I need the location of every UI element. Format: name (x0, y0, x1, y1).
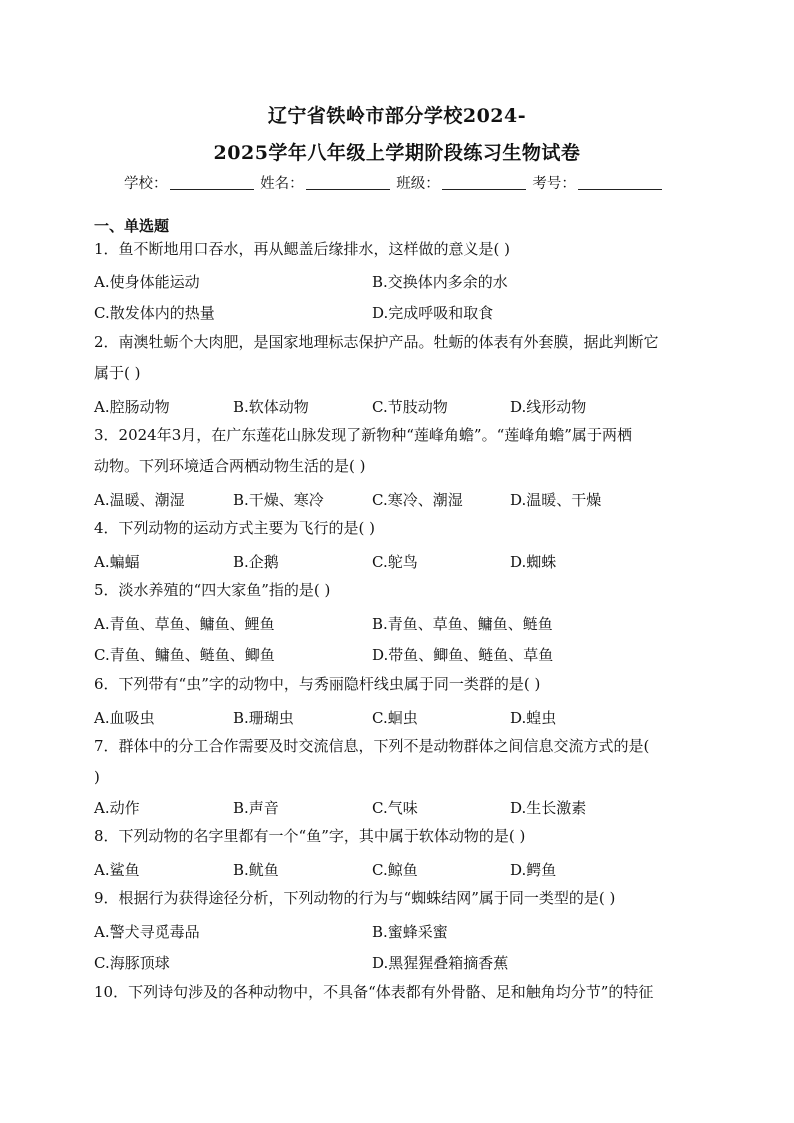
question-9-option-d: D.黑猩猩叠箱摘香蕉 (372, 954, 509, 972)
question-9-stem: 9．根据行为获得途径分析，下列动物的行为与“蜘蛛结网”属于同一类型的是( ) (94, 889, 616, 907)
question-4-option-d: D.蜘蛛 (510, 553, 557, 571)
question-2-option-b: B.软体动物 (233, 398, 309, 416)
question-7-option-b: B.声音 (233, 799, 279, 817)
question-2-stem-line2: 属于( ) (94, 364, 141, 382)
question-7-stem-line1: 7．群体中的分工合作需要及时交流信息，下列不是动物群体之间信息交流方式的是( (94, 737, 650, 755)
question-4-option-a: A.蝙蝠 (94, 553, 140, 571)
question-8-option-d: D.鳄鱼 (510, 861, 557, 879)
question-5-option-b: B.青鱼、草鱼、鳙鱼、鲢鱼 (372, 615, 553, 633)
question-5-option-c: C.青鱼、鳙鱼、鲢鱼、鲫鱼 (94, 646, 275, 664)
school-label: 学校： (124, 176, 168, 192)
question-10-stem: 10．下列诗句涉及的各种动物中，不具备“体表都有外骨骼、足和触角均分节”的特征 (94, 983, 654, 1001)
question-1-option-d: D.完成呼吸和取食 (372, 304, 494, 322)
question-5-option-a: A.青鱼、草鱼、鳙鱼、鲤鱼 (94, 615, 275, 633)
question-3-option-c: C.寒冷、潮湿 (372, 491, 463, 509)
question-8-stem: 8．下列动物的名字里都有一个“鱼”字，其中属于软体动物的是( ) (94, 827, 526, 845)
question-3-stem-line2: 动物。下列环境适合两栖动物生活的是( ) (94, 457, 366, 475)
question-9-option-a: A.警犬寻觅毒品 (94, 923, 200, 941)
question-6-option-c: C.蛔虫 (372, 709, 418, 727)
question-3-option-d: D.温暖、干燥 (510, 491, 602, 509)
name-blank (306, 175, 390, 190)
question-1-option-b: B.交换体内多余的水 (372, 273, 508, 291)
question-4-option-b: B.企鹅 (233, 553, 279, 571)
question-3-option-b: B.干燥、寒冷 (233, 491, 324, 509)
exam-title-line1: 辽宁省铁岭市部分学校2024- (267, 105, 527, 127)
question-1-option-a: A.使身体能运动 (94, 273, 200, 291)
question-7-option-c: C.气味 (372, 799, 418, 817)
class-label: 班级： (396, 176, 440, 192)
exam-number-blank (578, 175, 662, 190)
question-4-option-c: C.鸵鸟 (372, 553, 418, 571)
section-title: 一、单选题 (94, 217, 170, 235)
question-7-stem-line2: ) (94, 768, 100, 786)
question-1-option-c: C.散发体内的热量 (94, 304, 215, 322)
question-9-option-b: B.蜜蜂采蜜 (372, 923, 448, 941)
question-8-option-a: A.鲨鱼 (94, 861, 140, 879)
exam-title-line2: 2025学年八年级上学期阶段练习生物试卷 (213, 142, 581, 164)
question-1-stem: 1．鱼不断地用口吞水，再从鳃盖后缘排水，这样做的意义是( ) (94, 240, 511, 258)
question-2-option-a: A.腔肠动物 (94, 398, 170, 416)
question-6-option-a: A.血吸虫 (94, 709, 155, 727)
question-5-stem: 5．淡水养殖的“四大家鱼”指的是( ) (94, 581, 331, 599)
exam-number-label: 考号： (532, 176, 576, 192)
question-7-option-a: A.动作 (94, 799, 140, 817)
question-3-stem-line1: 3．2024年3月，在广东莲花山脉发现了新物种“莲峰角蟾”。“莲峰角蟾”属于两栖 (94, 426, 632, 444)
question-5-option-d: D.带鱼、鲫鱼、鲢鱼、草鱼 (372, 646, 554, 664)
question-6-option-b: B.珊瑚虫 (233, 709, 294, 727)
question-7-option-d: D.生长激素 (510, 799, 587, 817)
school-blank (170, 175, 254, 190)
question-4-stem: 4．下列动物的运动方式主要为飞行的是( ) (94, 519, 376, 537)
student-info-row (124, 172, 684, 193)
question-3-option-a: A.温暖、潮湿 (94, 491, 185, 509)
question-8-option-c: C.鲸鱼 (372, 861, 418, 879)
name-label: 姓名： (260, 176, 304, 192)
question-2-option-d: D.线形动物 (510, 398, 587, 416)
class-blank (442, 175, 526, 190)
question-6-stem: 6．下列带有“虫”字的动物中，与秀丽隐杆线虫属于同一类群的是( ) (94, 675, 541, 693)
question-6-option-d: D.蝗虫 (510, 709, 557, 727)
question-9-option-c: C.海豚顶球 (94, 954, 170, 972)
question-2-option-c: C.节肢动物 (372, 398, 448, 416)
question-8-option-b: B.鱿鱼 (233, 861, 279, 879)
question-2-stem-line1: 2．南澳牡蛎个大肉肥，是国家地理标志保护产品。牡蛎的体表有外套膜，据此判断它 (94, 333, 659, 351)
